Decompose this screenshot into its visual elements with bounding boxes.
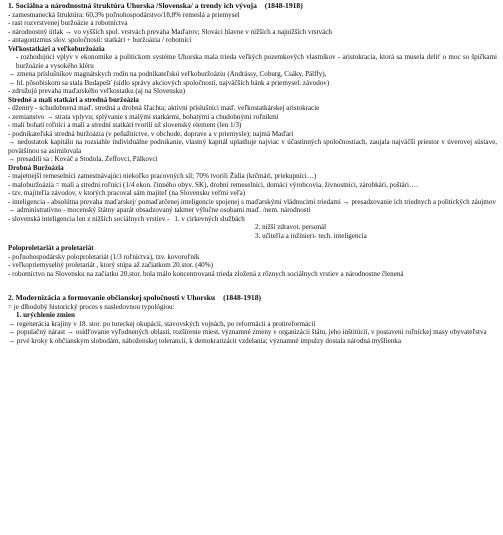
small-heading: Drobná Buržoázia [8,163,64,172]
landowners-line: - rozhodujúci vplyv v ekonomike a politickom systéme Uhorska mala trieda veľkých pozemkových vlastníkov - aristokracia, ktorá sa musela deliť o moc so špičkami buržoázie a vysokého kléru [16,53,497,70]
middle-line: → presadili sa : Kováč a Stodola, Zeffovci, Pálkovci [8,155,158,163]
section1-years: (1848-1918) [264,2,303,10]
small-line: - maloburžoázia = malí a strední roľníci (1/4 ekon. činného obyv. SK), drobní remeselníci, domáci výrobcovia, živnostníci, zárobkári, poštári…. [8,180,418,189]
small-line: - inteligencia - absolútna prevaha maďarskej/ pomaďarčenej inteligencie spojenej s maďarskými vládnucimi triedami → presadzovanie ich triednych a politických záujmov [8,197,496,206]
section2-title-row [8,294,497,303]
section2-title: 2. Modernizácia a formovanie občianskej spoločnosti v Uhorsku [8,294,216,302]
small-line: → administratívno - mocenský štátny aparát obsadzovaný takmer výlučne osobami maď. /nem. národnosti [8,206,311,214]
section1-title: 1. Sociálna a národnostná štruktúra Uhorska /Slovenska/ a trendy ich vývoja [8,2,257,10]
intel-item: 3. učiteľia a inžinieri- tech. inteligencia [255,231,367,240]
middle-line: - zemianstvo → strata vplyvu; splývanie s malými statkármi, bohatými a chudobnými roľníkmi [8,112,279,121]
s1-line: - rast rozvrstvenej buržoázie a robotníctva [8,19,128,27]
middle-line: → nedostatok kapitálu na rozsiahle individuálne podnikanie, vlastný kapitál uplatňuje najviac v účastinných spoločnostiach, zaujala najväčší priestor v úverovej sústave, povätšinou sa asimilovala [8,138,497,155]
s1-line: - národnostný útlak → vo vyšších spol. vrstvách prevaha Maďarov; Slováci hlavne v nižších a najnižších vrstvách [8,27,332,36]
landowners-line: → zmena príslušníkov magnátskych rodín na podnikateľskú veľkoburžoáziu (Andrássy, Coburg, Csáky, Pálffy), [8,70,327,78]
prol-line: - poľnohospodársky poloproletariát (1/3 roľníctva), tzv. kovoroľník [8,252,200,261]
intel-row [8,215,497,224]
intel-item: 1. v cirkevných službách [174,214,245,223]
s1-line: - zamestnanecká štruktúra: 60,3% poľnohospodárstvo/18,8% remeslá a priemysel [8,10,240,19]
section2-intro: = je dlhodobý historický proces s nasledovnou typológiou: [8,302,175,311]
landowners-line: - združujú prevaha maďarského veľkostatku (aj na Slovensku) [8,87,186,95]
middle-line: - podnikateľská stredná buržoázia (v peňažníctve, v obchode, doprave a v priemysle); najmä Maďari [8,129,294,138]
middle-line: - džentry - schudobnená maď. stredná a drobná šľachta; aktívni príslušníci maď. veľkostatkárskej aristokracie [8,104,320,112]
intel-item: 2. nižší zdravot. personál [255,223,327,231]
section2-years: (1848-1918) [223,294,262,302]
s1-line: - antagonizmus slov. spoločnosti: statkári + buržoázia / robotníci [8,36,192,44]
landowners-heading: Veľkostatkári a veľkoburžoázia [8,44,105,53]
prol-heading: Poloproletariát a proletariát [8,244,94,252]
section2-subheading: 1. urýchlenie zmien [16,311,75,319]
s2-line: → prvé kroky k občianskym slobodám, náboženskej tolerancii, k demokratizácii vzdelania; významné impulzy dostala národná myšlienka [8,336,401,345]
prol-line: - robotníctvo na Slovensku na začiatku 20.stor. bola málo koncentrovaná trieda zložená z rôznych sociálnych vrstiev a národnostne členená [8,269,404,278]
middle-line: - malí bohatí roľníci a malí a strední statkári tvorili už slovenský element (len 1/3) [8,121,242,129]
s2-line: → populačný nárast → osídľovanie vyľudnených oblastí, rozšírenie miest, významné zmeny v organizácii štátu, jeho inštitúcií, v postavení roľníckej masy obyvateľstva [8,328,487,336]
prol-line: - veľkopriemyselný proletariát , ktorý stúpa až začiatkom 20.stor. (40%) [8,261,213,269]
small-line: - tzv. majiteľia závodov, v ktorých pracoval sám majiteľ (na Slovensku veľmi veľa) [8,189,246,197]
section1-title-row [8,2,497,11]
intel-line: - slovenská inteligencia len z nižších sociálnych vrstiev - [8,214,170,223]
landowners-line: → hl. pôsobiskom sa stala Budapešť (sídlo správy akciových spoločností, najväčších bánk a priemysel. závodov) [8,78,330,87]
middle-heading: Stredné a malí statkári a stredná buržoázia [8,95,139,104]
small-line: - majetnejší remeselníci zamestnávajúci niekoľko pracovných síl; 70% tvorili Židia (krčmári, priekupníci…) [8,172,317,180]
s2-line: → regenerácia krajiny v 18. stor. po tureckej okupácii, stavovských vojnách, po reformácii a protireformácii [8,319,316,328]
